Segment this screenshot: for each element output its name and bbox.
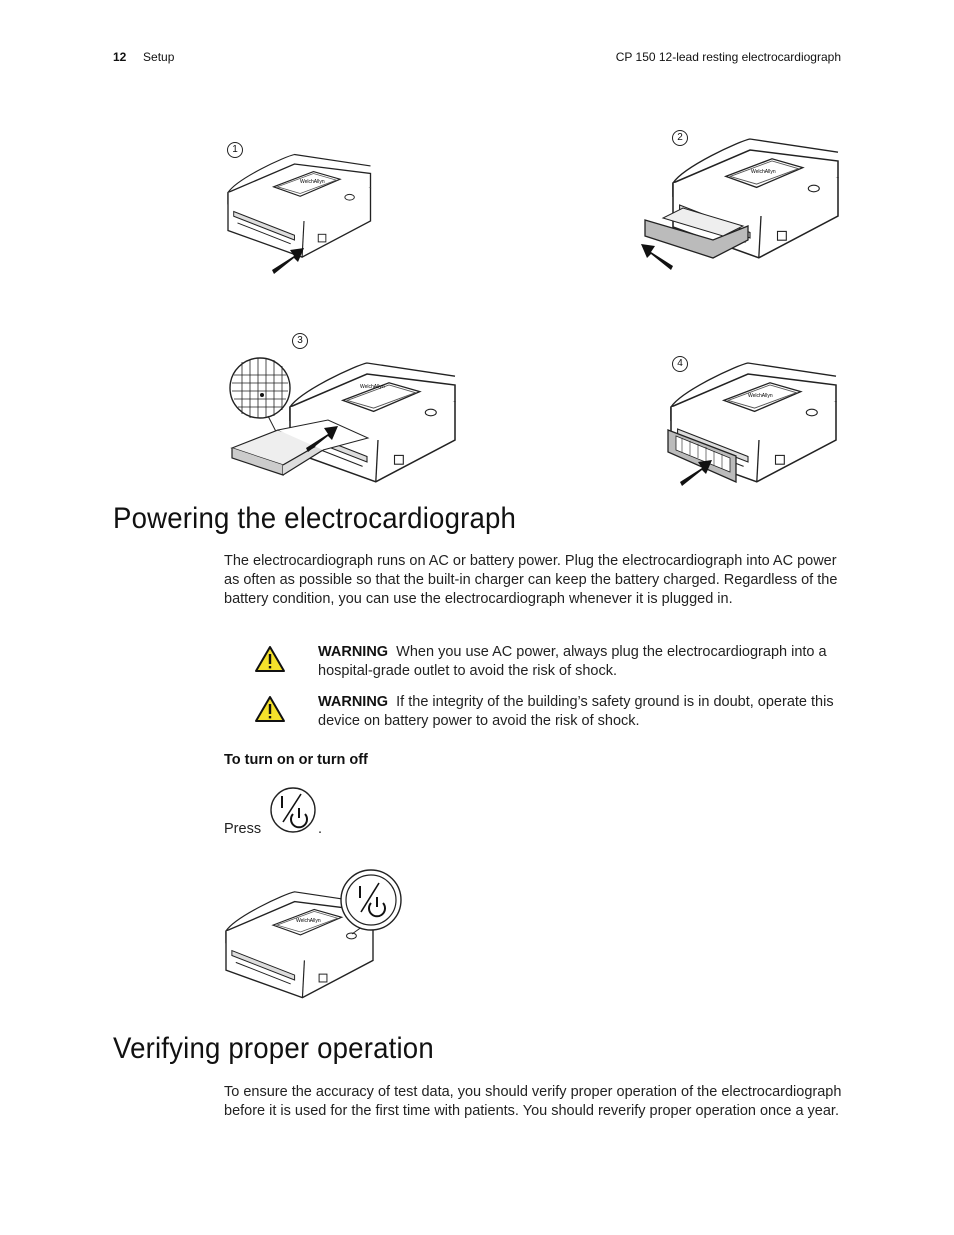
warning-label: WARNING: [318, 644, 389, 660]
callout-1: 1: [227, 142, 243, 158]
document-title: CP 150 12-lead resting electrocardiograph: [615, 50, 841, 64]
powering-paragraph: The electrocardiograph runs on AC or battery power. Plug the electrocardiograph into AC power as often as possible so that the built-in charger can keep the battery charged. Regardless of the battery condition, you can use the electrocardiograph whenever it is plugged in.: [224, 553, 838, 607]
callout-3: 3: [292, 333, 308, 349]
device-brand-logo: WelchAllyn: [748, 393, 773, 399]
section-heading-verifying: Verifying proper operation: [113, 1032, 434, 1065]
procedure-heading: To turn on or turn off: [224, 752, 368, 768]
press-period: .: [318, 821, 323, 837]
printer-power-illustration: [226, 866, 416, 1016]
section-name: Setup: [143, 50, 175, 64]
device-brand-logo: WelchAllyn: [300, 179, 325, 185]
page-header-left: [113, 50, 174, 64]
warning-text: If the integrity of the building’s safety ground is in doubt, operate this device on battery power to avoid the risk of shock.: [318, 694, 834, 729]
device-brand-logo: WelchAllyn: [360, 384, 385, 390]
printer-illustration-1: [228, 140, 388, 270]
device-brand-logo: WelchAllyn: [296, 918, 321, 924]
printer-illustration-2: [643, 128, 843, 278]
verifying-paragraph: To ensure the accuracy of test data, you should verify proper operation of the electrocardiograph before it is used for the first time with patients. You should reverify proper operation once a year.: [224, 1084, 842, 1119]
press-label: Press: [224, 821, 262, 837]
section-heading-powering: Powering the electrocardiograph: [113, 502, 517, 535]
device-brand-logo: WelchAllyn: [751, 169, 776, 175]
warning-label: WARNING: [318, 694, 389, 710]
power-button-icon: [269, 786, 317, 836]
page-number: 12: [113, 50, 127, 64]
callout-4: 4: [672, 356, 688, 372]
callout-2: 2: [672, 130, 688, 146]
warning-1: [318, 643, 846, 681]
warning-text: When you use AC power, always plug the electrocardiograph into a hospital-grade outlet to avoid the risk of shock.: [318, 644, 827, 679]
warning-2: [318, 693, 846, 731]
warning-icon: [254, 695, 286, 723]
printer-illustration-3: [228, 330, 468, 490]
printer-illustration-4: [668, 352, 848, 492]
warning-icon: [254, 645, 286, 673]
